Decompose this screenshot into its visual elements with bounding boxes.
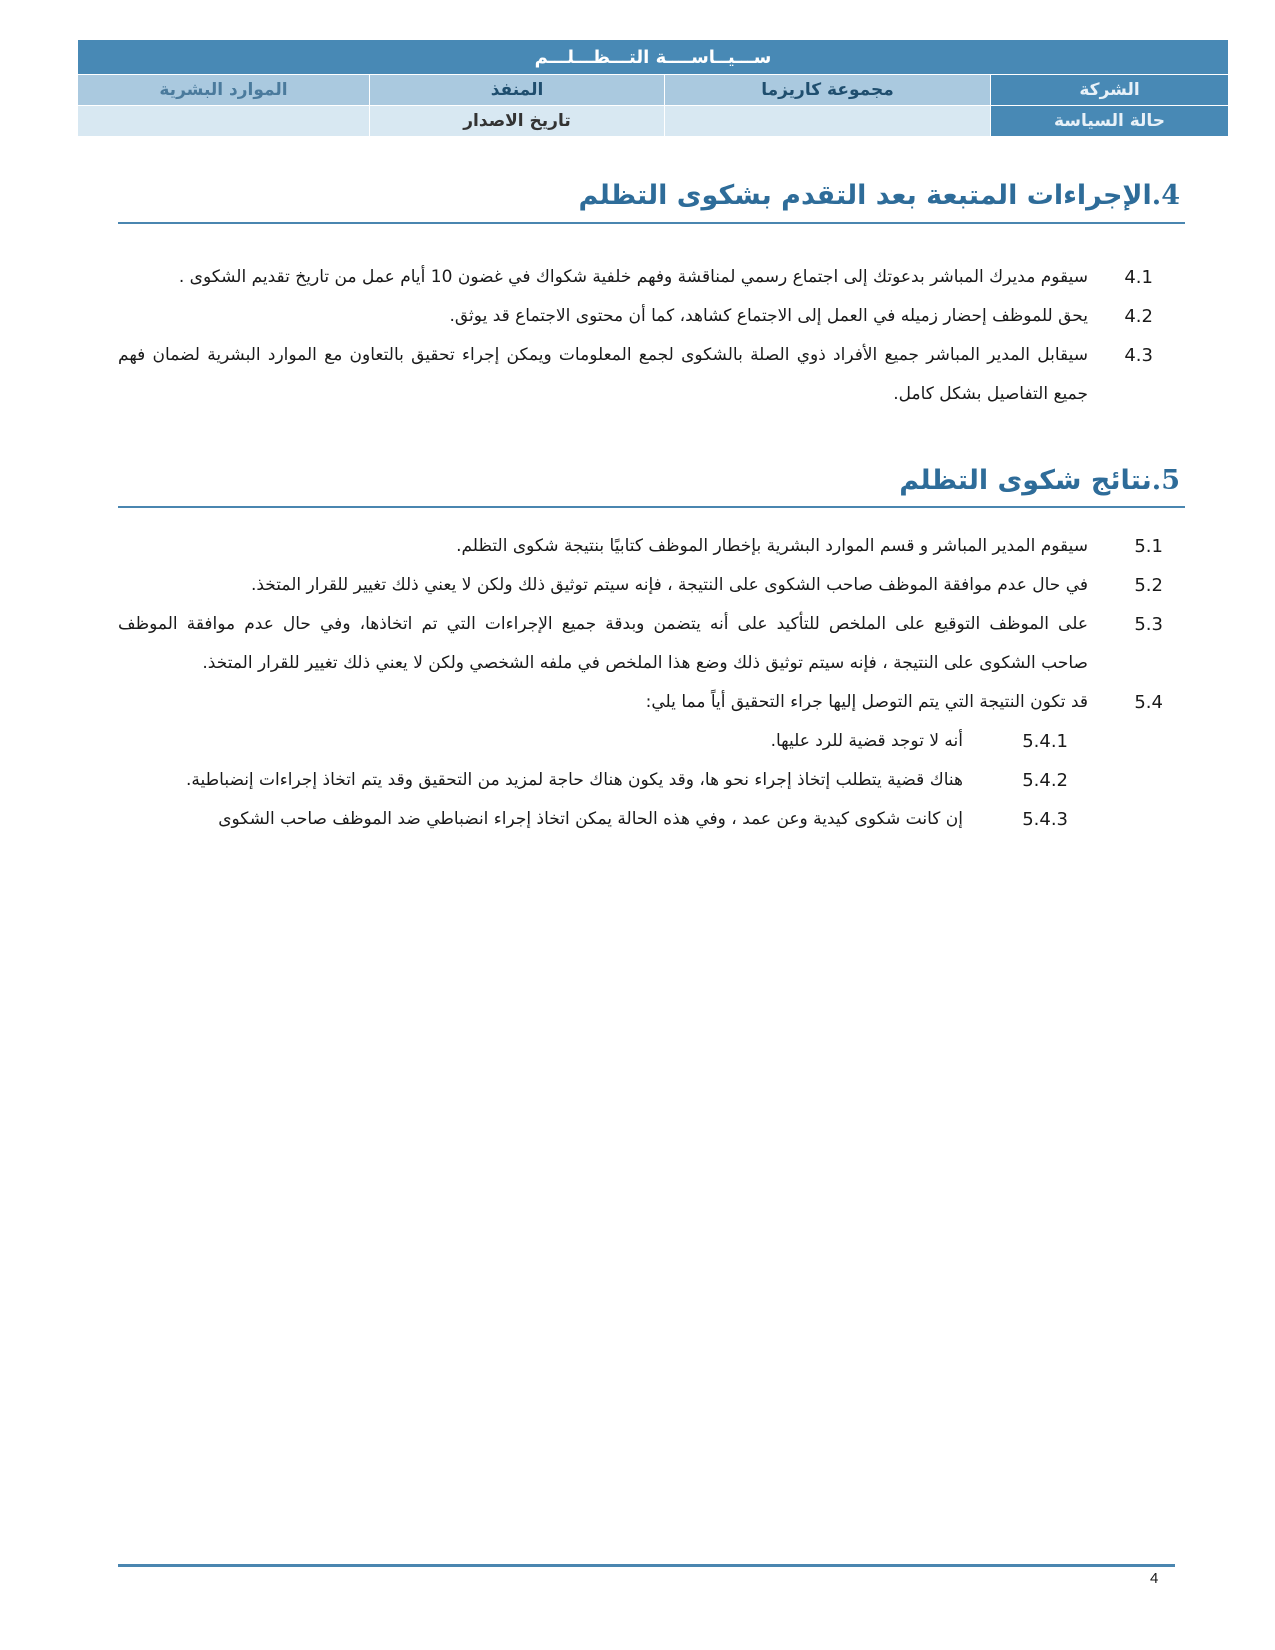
footer-rule bbox=[118, 1564, 1175, 1567]
section-4-number: 4. bbox=[1151, 180, 1180, 211]
status-label: حالة السياسة bbox=[991, 106, 1229, 137]
policy-header-table bbox=[77, 39, 1229, 137]
status-value bbox=[665, 106, 991, 137]
item-number: 5.4 bbox=[1134, 692, 1163, 713]
issue-date-label: تاريخ الاصدار bbox=[370, 106, 665, 137]
item-text: سيقوم المدير المباشر و قسم الموارد البشرية بإخطار الموظف كتابيًا بنتيجة شكوى التظلم. bbox=[456, 536, 1088, 556]
section-5-title: نتائج شكوى التظلم bbox=[899, 465, 1152, 496]
section-4-heading bbox=[578, 180, 1180, 211]
item-number: 5.1 bbox=[1134, 536, 1163, 557]
item-number: 5.2 bbox=[1134, 575, 1163, 596]
section-4-title: الإجراءات المتبعة بعد التقدم بشكوى التظلم bbox=[578, 180, 1152, 211]
issue-date-value bbox=[78, 106, 370, 137]
list-item bbox=[118, 297, 1153, 337]
page-number: 4 bbox=[1150, 1570, 1159, 1587]
item-text: إن كانت شكوى كيدية وعن عمد ، وفي هذه الحالة يمكن اتخاذ إجراء انضباطي ضد الموظف صاحب الشكوى bbox=[218, 809, 963, 829]
item-text: في حال عدم موافقة الموظف صاحب الشكوى على النتيجة ، فإنه سيتم توثيق ذلك ولكن لا يعني ذلك تغيير للقرار المتخذ. bbox=[250, 575, 1088, 595]
item-number: 4.3 bbox=[1124, 345, 1153, 366]
list-item bbox=[118, 566, 1163, 606]
section-5-heading bbox=[899, 465, 1180, 496]
item-number: 5.3 bbox=[1134, 614, 1163, 635]
company-value: مجموعة كاريزما bbox=[665, 75, 991, 106]
item-number: 5.4.1 bbox=[1022, 731, 1068, 752]
item-text: على الموظف التوقيع على الملخص للتأكيد على أنه يتضمن وبدقة جميع الإجراءات التي تم اتخاذها، وفي حال عدم موافقة الموظف bbox=[118, 614, 1088, 634]
list-item bbox=[118, 605, 1163, 685]
sub-list-item bbox=[118, 761, 1068, 801]
section-5-rule bbox=[118, 506, 1185, 508]
list-item bbox=[118, 527, 1163, 567]
item-number: 4.1 bbox=[1124, 267, 1153, 288]
item-text: سيقوم مديرك المباشر بدعوتك إلى اجتماع رسمي لمناقشة وفهم خلفية شكواك في غضون 10 أيام عمل من تاريخ تقديم الشكوى . bbox=[178, 267, 1088, 287]
list-item bbox=[118, 683, 1163, 723]
item-text-continued: صاحب الشكوى على النتيجة ، فإنه سيتم توثيق ذلك وضع هذا الملخص في ملفه الشخصي ولكن لا يعني ذلك تغيير للقرار المتخذ. bbox=[202, 653, 1088, 673]
item-text: سيقابل المدير المباشر جميع الأفراد ذوي الصلة بالشكوى لجمع المعلومات ويمكن إجراء تحقيق بالتعاون مع الموارد البشرية لضمان فهم bbox=[118, 345, 1088, 365]
policy-title: ســـيــاســــة التـــظـــلـــم bbox=[78, 40, 1229, 75]
item-text-continued: جميع التفاصيل بشكل كامل. bbox=[893, 384, 1088, 404]
section-5-number: 5. bbox=[1151, 465, 1180, 496]
owner-value: الموارد البشرية bbox=[78, 75, 370, 106]
item-text: يحق للموظف إحضار زميله في العمل إلى الاجتماع كشاهد، كما أن محتوى الاجتماع قد يوثق. bbox=[449, 306, 1088, 326]
item-text: قد تكون النتيجة التي يتم التوصل إليها جراء التحقيق أياً مما يلي: bbox=[645, 692, 1088, 712]
item-text: أنه لا توجد قضية للرد عليها. bbox=[770, 731, 963, 751]
item-text: هناك قضية يتطلب إتخاذ إجراء نحو ها، وقد يكون هناك حاجة لمزيد من التحقيق وقد يتم اتخاذ إجراءات إنضباطية. bbox=[185, 770, 963, 790]
owner-label: المنفذ bbox=[370, 75, 665, 106]
list-item bbox=[118, 336, 1153, 416]
item-number: 5.4.2 bbox=[1022, 770, 1068, 791]
item-number: 5.4.3 bbox=[1022, 809, 1068, 830]
section-4-rule bbox=[118, 222, 1185, 224]
item-number: 4.2 bbox=[1124, 306, 1153, 327]
company-label: الشركة bbox=[991, 75, 1229, 106]
sub-list-item bbox=[118, 800, 1068, 840]
list-item bbox=[118, 258, 1153, 298]
sub-list-item bbox=[118, 722, 1068, 762]
